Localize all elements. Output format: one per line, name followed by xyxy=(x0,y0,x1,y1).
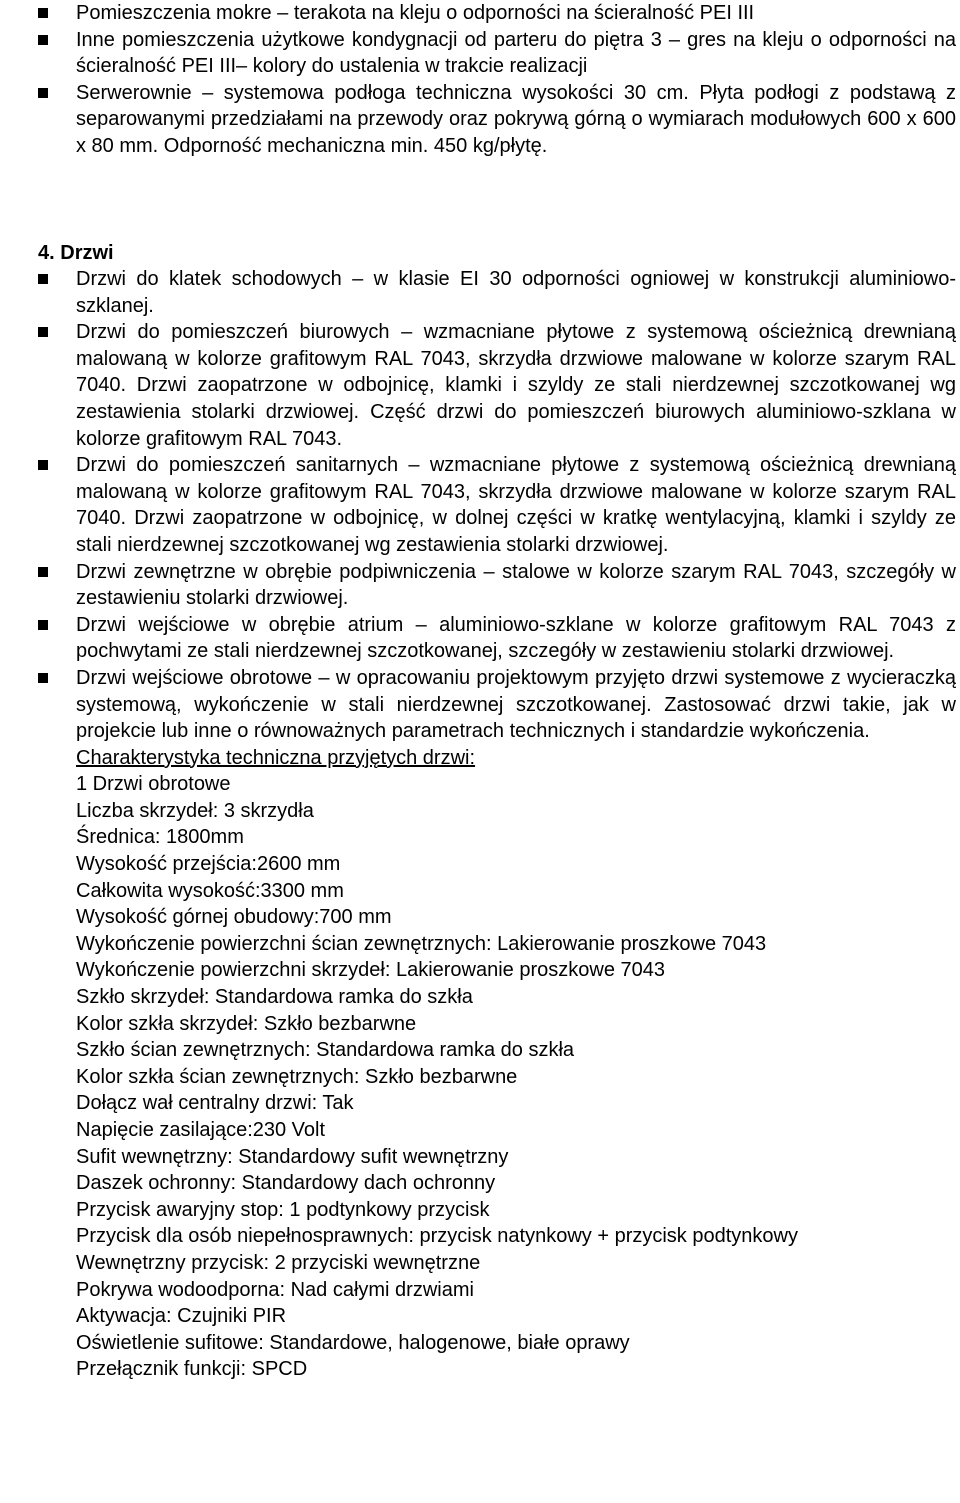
list-item-text: Pomieszczenia mokre – terakota na kleju o odporności na ścieralność PEI III xyxy=(76,2,755,24)
flooring-list xyxy=(0,0,960,160)
spec-line: 1 Drzwi obrotowe xyxy=(76,773,231,796)
list-item-text: Drzwi zewnętrzne w obrębie podpiwniczenia – stalowe w kolorze szarym RAL 7043, szczegóły w zestawieniu stolarki drzwiowej. xyxy=(76,560,956,610)
spec-line: Napięcie zasilające:230 Volt xyxy=(76,1119,326,1141)
list-item xyxy=(0,665,960,1383)
square-bullet-icon xyxy=(38,460,48,470)
spec-heading: Charakterystyka techniczna przyjętych drzwi: xyxy=(76,746,476,769)
list-item-text: Drzwi do pomieszczeń sanitarnych – wzmacniane płytowe z systemową ościeżnicą drewnianą malowaną w kolorze grafitowym RAL 7043, skrzydła drzwiowe malowane w kolorze szarym RAL 7040. Drzwi zaopatrzone w odbojnicę, w dolnej części w kratkę wentylacyjną, klamki i szyldy ze stali nierdzewnej szczotkowanej wg zestawienia stolarki drzwiowej. xyxy=(76,454,956,556)
spec-line: Pokrywa wodoodporna: Nad całymi drzwiami xyxy=(76,1278,474,1301)
list-item-text: Drzwi do klatek schodowych – w klasie EI 30 odporności ogniowej w konstrukcji aluminiowo-szklanej. xyxy=(76,268,956,317)
list-item xyxy=(0,319,960,452)
spec-line: Wewnętrzny przycisk: 2 przyciski wewnętrzne xyxy=(76,1251,481,1274)
section-number: 4. xyxy=(38,242,55,264)
section-title: Drzwi xyxy=(60,242,114,264)
square-bullet-icon xyxy=(38,88,48,98)
square-bullet-icon xyxy=(38,274,48,284)
square-bullet-icon xyxy=(38,673,48,683)
list-item xyxy=(0,27,960,80)
spec-line: Kolor szkła ścian zewnętrznych: Szkło bezbarwne xyxy=(76,1065,518,1088)
spec-line: Całkowita wysokość:3300 mm xyxy=(76,879,344,902)
list-item xyxy=(0,612,960,665)
spec-line: Szkło ścian zewnętrznych: Standardowa ramka do szkła xyxy=(76,1039,575,1062)
square-bullet-icon xyxy=(38,8,48,18)
list-item xyxy=(0,266,960,319)
spec-line: Szkło skrzydeł: Standardowa ramka do szkła xyxy=(76,986,473,1009)
spec-line: Przełącznik funkcji: SPCD xyxy=(76,1358,308,1381)
spec-line: Przycisk dla osób niepełnosprawnych: przycisk natynkowy + przycisk podtynkowy xyxy=(76,1225,798,1248)
list-item-text: Inne pomieszczenia użytkowe kondygnacji od parteru do piętra 3 – gres na kleju o odporności na ścieralność PEI III– kolory do ustalenia w trakcie realizacji xyxy=(76,28,956,78)
spec-line: Wykończenie powierzchni skrzydeł: Lakierowanie proszkowe 7043 xyxy=(76,959,665,982)
list-item xyxy=(0,452,960,558)
section-heading xyxy=(38,240,114,267)
square-bullet-icon xyxy=(38,35,48,45)
spec-line: Przycisk awaryjny stop: 1 podtynkowy przycisk xyxy=(76,1198,490,1221)
doors-list xyxy=(0,266,960,1383)
list-item xyxy=(0,559,960,612)
list-item xyxy=(0,80,960,160)
spec-block xyxy=(0,745,956,1383)
square-bullet-icon xyxy=(38,620,48,630)
spec-line: Wysokość przejścia:2600 mm xyxy=(76,853,341,876)
list-item-text: Drzwi wejściowe w obrębie atrium – aluminiowo-szklane w kolorze grafitowym RAL 7043 z pochwytami ze stali nierdzewnej szczotkowanej, szczegóły w zestawieniu stolarki drzwiowej. xyxy=(76,613,956,663)
spec-line: Dołącz wał centralny drzwi: Tak xyxy=(76,1092,354,1115)
spec-line: Wysokość górnej obudowy:700 mm xyxy=(76,906,392,929)
spec-line: Sufit wewnętrzny: Standardowy sufit wewnętrzny xyxy=(76,1145,509,1168)
list-item-text: Drzwi wejściowe obrotowe – w opracowaniu projektowym przyjęto drzwi systemowe z wycieraczką systemową, wykończenie w stali nierdzewnej szczotkowanej. Zastosować drzwi takie, jak w projekcie lub inne o równoważnych parametrach technicznych i standardzie wykończenia. xyxy=(76,666,956,743)
square-bullet-icon xyxy=(38,567,48,577)
spec-line: Średnica: 1800mm xyxy=(76,826,244,849)
square-bullet-icon xyxy=(38,327,48,337)
spec-line: Kolor szkła skrzydeł: Szkło bezbarwne xyxy=(76,1012,417,1035)
list-item xyxy=(0,0,960,27)
spec-line: Oświetlenie sufitowe: Standardowe, halogenowe, białe oprawy xyxy=(76,1331,630,1354)
spec-line: Aktywacja: Czujniki PIR xyxy=(76,1305,287,1328)
spec-line: Daszek ochronny: Standardowy dach ochronny xyxy=(76,1172,496,1195)
list-item-text: Serwerownie – systemowa podłoga techniczna wysokości 30 cm. Płyta podłogi z podstawą z separowanymi przedziałami na przewody oraz pokrywą górną o wymiarach modułowych 600 x 600 x 80 mm. Odporność mechaniczna min. 450 kg/płytę. xyxy=(76,81,956,157)
spec-line: Wykończenie powierzchni ścian zewnętrznych: Lakierowanie proszkowe 7043 xyxy=(76,932,767,955)
list-item-text: Drzwi do pomieszczeń biurowych – wzmacniane płytowe z systemową ościeżnicą drewnianą malowaną w kolorze grafitowym RAL 7043, skrzydła drzwiowe malowane w kolorze szarym RAL 7040. Drzwi zaopatrzone w odbojnicę, klamki i szyldy ze stali nierdzewnej szczotkowanej wg zestawienia stolarki drzwiowej. Część drzwi do pomieszczeń biurowych aluminiowo-szklana w kolorze grafitowym RAL 7043. xyxy=(76,321,956,450)
spec-lines xyxy=(0,771,956,1383)
spec-line: Liczba skrzydeł: 3 skrzydła xyxy=(76,799,314,822)
